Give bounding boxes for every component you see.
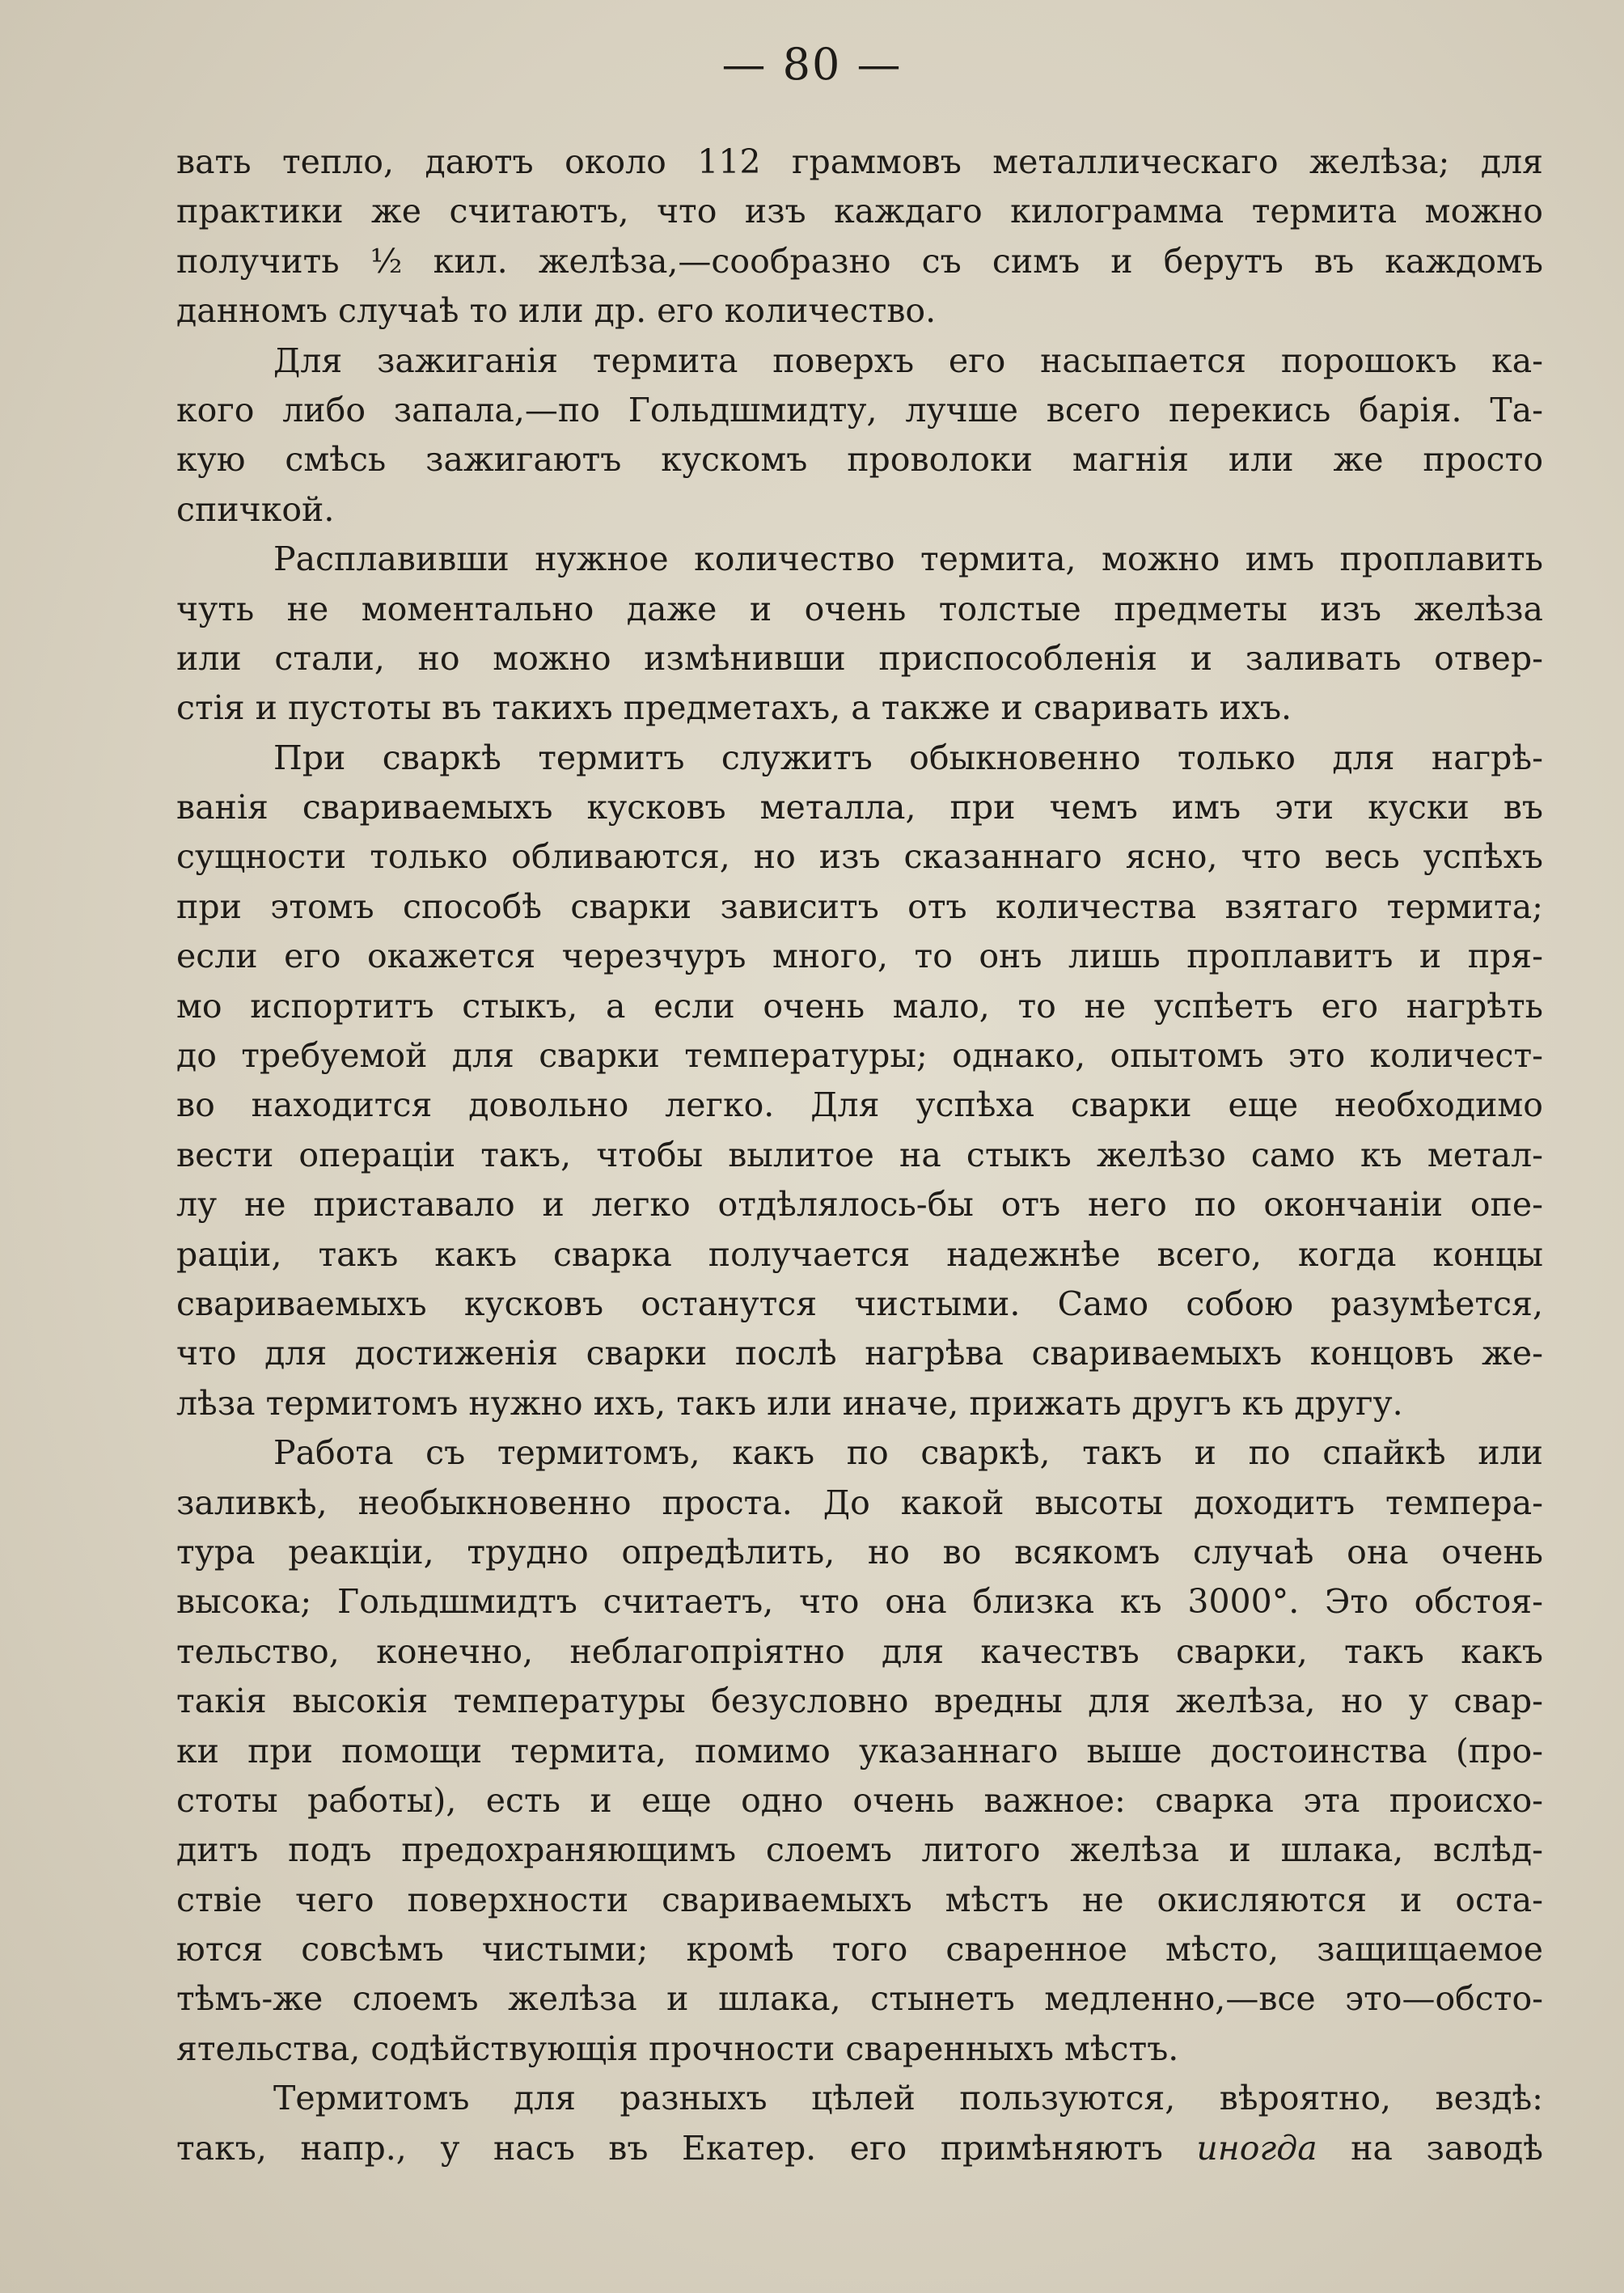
- paragraph: [176, 2074, 1543, 2173]
- text-line: данномъ случаѣ то или др. его количество.: [176, 291, 937, 331]
- text-line: ствіе чего поверхности свариваемыхъ мѣстъ не окисляются и оста-: [176, 1880, 1543, 1919]
- paragraph: [176, 137, 1543, 336]
- text-line: или стали, но можно измѣнивши приспособленія и заливать отвер-: [176, 638, 1543, 678]
- text-line: мо испортитъ стыкъ, а если очень мало, то не успѣетъ его нагрѣть: [176, 986, 1543, 1026]
- text-line: тѣмъ-же слоемъ желѣза и шлака, стынетъ медленно,—все это—обсто-: [176, 1979, 1543, 2019]
- text-line-final: [176, 2124, 1543, 2173]
- text-line: высока; Гольдшмидтъ считаетъ, что она близка къ 3000°. Это обстоя-: [176, 1582, 1543, 1622]
- text-line: Термитомъ для разныхъ цѣлей пользуются, вѣроятно, вездѣ:: [273, 2079, 1543, 2118]
- text-line: до требуемой для сварки температуры; однако, опытомъ это количест-: [176, 1036, 1543, 1076]
- text-line: такія высокія температуры безусловно вредны для желѣза, но у свар-: [176, 1682, 1543, 1721]
- text-line: ванія свариваемыхъ кусковъ металла, при чемъ имъ эти куски въ: [176, 788, 1543, 827]
- final-line-end: на заводѣ: [1317, 2128, 1543, 2168]
- text-line: спичкой.: [176, 489, 335, 529]
- text-line: во находится довольно легко. Для успѣха сварки еще необходимо: [176, 1085, 1543, 1125]
- text-line: практики же считаютъ, что изъ каждаго килограмма термита можно: [176, 192, 1543, 231]
- paragraph: [176, 1428, 1543, 2074]
- paragraph: [176, 336, 1543, 535]
- text-line: если его окажется черезчуръ много, то онъ лишь проплавитъ и пря-: [176, 937, 1543, 976]
- text-line: кого либо запала,—по Гольдшмидту, лучше всего перекись барія. Та-: [176, 390, 1543, 429]
- text-line: При сваркѣ термитъ служитъ обыкновенно только для нагрѣ-: [273, 738, 1543, 777]
- text-line: тельство, конечно, неблагопріятно для качествъ сварки, такъ какъ: [176, 1631, 1543, 1671]
- text-line: свариваемыхъ кусковъ останутся чистыми. Само собою разумѣется,: [176, 1284, 1543, 1323]
- text-line: что для достиженія сварки послѣ нагрѣва свариваемыхъ концовъ же-: [176, 1334, 1543, 1373]
- text-line: стія и пустоты въ такихъ предметахъ, а также и сваривать ихъ.: [176, 688, 1292, 728]
- text-line: стоты работы), есть и еще одно очень важное: сварка эта происхо-: [176, 1780, 1543, 1820]
- final-line-start: такъ, напр., у насъ въ Екатер. его примѣняютъ: [176, 2128, 1197, 2168]
- text-line: получить ½ кил. желѣза,—сообразно съ симъ и берутъ въ каждомъ: [176, 241, 1543, 281]
- body-text: [176, 137, 1543, 2173]
- text-line: раціи, такъ какъ сварка получается надежнѣе всего, когда концы: [176, 1234, 1543, 1274]
- text-line: тура реакціи, трудно опредѣлить, но во всякомъ случаѣ она очень: [176, 1532, 1543, 1572]
- text-line: Расплавивши нужное количество термита, можно имъ проплавить: [273, 539, 1543, 579]
- italic-word: иногда: [1196, 2128, 1317, 2168]
- paragraph: [176, 535, 1543, 734]
- text-line: вести операціи такъ, чтобы вылитое на стыкъ желѣзо само къ метал-: [176, 1135, 1543, 1174]
- text-line: кую смѣсь зажигаютъ кускомъ проволоки магнія или же просто: [176, 440, 1543, 480]
- text-line: Для зажиганія термита поверхъ его насыпается порошокъ ка-: [273, 341, 1543, 380]
- text-line: лу не приставало и легко отдѣлялось-бы отъ него по окончаніи опе-: [176, 1185, 1543, 1225]
- text-line: ятельства, содѣйствующія прочности сваренныхъ мѣстъ.: [176, 2029, 1179, 2068]
- text-line: вать тепло, даютъ около 112 граммовъ металлическаго желѣза; для: [176, 142, 1543, 181]
- text-line: Работа съ термитомъ, какъ по сваркѣ, такъ и по спайкѣ или: [273, 1433, 1543, 1473]
- text-line: заливкѣ, необыкновенно проста. До какой высоты доходитъ темпера-: [176, 1483, 1543, 1522]
- text-line: чуть не моментально даже и очень толстые предметы изъ желѣза: [176, 589, 1543, 628]
- text-line: ки при помощи термита, помимо указаннаго выше достоинства (про-: [176, 1731, 1543, 1771]
- paragraph: [176, 734, 1543, 1428]
- page-number: — 80 —: [721, 39, 903, 90]
- text-line: дитъ подъ предохраняющимъ слоемъ литого желѣза и шлака, вслѣд-: [176, 1830, 1543, 1870]
- text-line: при этомъ способѣ сварки зависитъ отъ количества взятаго термита;: [176, 886, 1543, 926]
- text-line: сущности только обливаются, но изъ сказаннаго ясно, что весь успѣхъ: [176, 837, 1543, 877]
- text-line: лѣза термитомъ нужно ихъ, такъ или иначе, прижать другъ къ другу.: [176, 1383, 1403, 1423]
- text-line: ются совсѣмъ чистыми; кромѣ того сваренное мѣсто, защищаемое: [176, 1930, 1543, 1969]
